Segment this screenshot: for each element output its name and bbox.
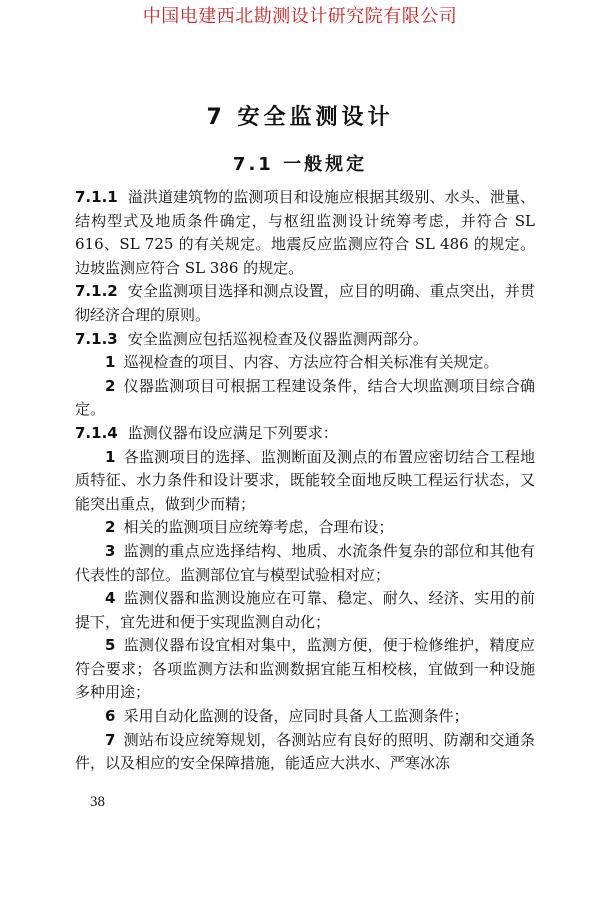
clause-text: 安全监测项目选择和测点设置，应目的明确、重点突出，并贯彻经济合理的原则。 xyxy=(75,282,535,324)
item-text: 监测仪器布设宜相对集中，监测方便，便于检修维护，精度应符合要求；各项监测方法和监测数据宜能互相校核，宜做到一种设施多种用途； xyxy=(75,636,535,702)
list-item xyxy=(75,634,535,705)
clause-7-1-4 xyxy=(75,422,535,446)
section-title: 7.1 一般规定 xyxy=(232,154,368,175)
item-text: 仪器监测项目可根据工程建设条件，结合大坝监测项目综合确定。 xyxy=(75,376,535,419)
list-item xyxy=(75,375,535,422)
item-text: 相关的监测项目应统筹考虑，合理布设； xyxy=(123,518,394,537)
item-number: 2 xyxy=(105,518,116,537)
item-number: 5 xyxy=(105,636,116,655)
clause-text: 监测仪器布设应满足下列要求： xyxy=(127,423,338,442)
clause-number: 7.1.3 xyxy=(75,329,118,348)
item-number: 1 xyxy=(105,447,116,466)
clause-number: 7.1.2 xyxy=(75,282,118,301)
publisher-watermark: 中国电建西北勘测设计研究院有限公司 xyxy=(142,6,458,27)
item-number: 3 xyxy=(105,541,116,560)
item-number: 1 xyxy=(105,353,116,372)
list-item xyxy=(75,587,535,634)
clause-number: 7.1.1 xyxy=(75,188,118,206)
item-number: 4 xyxy=(105,589,116,608)
item-text: 各监测项目的选择、监测断面及测点的布置应密切结合工程地质特征、水力条件和设计要求，既能较全面地反映工程运行状态，又能突出重点，做到少而精； xyxy=(75,447,535,513)
list-item xyxy=(75,705,535,729)
clause-7-1-3 xyxy=(75,328,535,352)
item-number: 2 xyxy=(105,376,116,395)
list-item xyxy=(75,351,535,375)
item-number: 6 xyxy=(105,707,116,726)
clause-text: 溢洪道建筑物的监测项目和设施应根据其级别、水头、泄量、结构型式及地质条件确定，与枢纽监测设计统筹考虑，并符合 SL 616、SL 725 的有关规定。地震反应监测应符合 SL 486 的规定。边坡监测应符合 SL 386 的规定。 xyxy=(75,188,535,277)
item-text: 巡视检查的项目、内容、方法应符合相关标准有关规定。 xyxy=(123,353,499,372)
body-text xyxy=(75,186,535,776)
list-item xyxy=(75,516,535,540)
list-item xyxy=(75,729,535,776)
item-text: 采用自动化监测的设备，应同时具备人工监测条件； xyxy=(123,707,469,726)
list-item xyxy=(75,540,535,587)
clause-7-1-2 xyxy=(75,280,535,327)
item-text: 测站布设应统筹规划，各测站应有良好的照明、防潮和交通条件，以及相应的安全保障措施，能适应大洪水、严寒冰冻 xyxy=(75,730,535,773)
item-list-7-1-3 xyxy=(75,351,535,422)
item-number: 7 xyxy=(105,730,116,749)
chapter-title: 7 安全监测设计 xyxy=(206,105,394,130)
clause-7-1-1 xyxy=(75,186,535,280)
clause-text: 安全监测应包括巡视检查及仪器监测两部分。 xyxy=(127,329,428,348)
item-list-7-1-4 xyxy=(75,446,535,776)
page-number: 38 xyxy=(90,794,105,810)
item-text: 监测的重点应选择结构、地质、水流条件复杂的部位和其他有代表性的部位。监测部位宜与模型试验相对应； xyxy=(75,541,535,584)
clause-number: 7.1.4 xyxy=(75,423,118,442)
item-text: 监测仪器和监测设施应在可靠、稳定、耐久、经济、实用的前提下，宜先进和便于实现监测自动化； xyxy=(75,589,535,631)
list-item xyxy=(75,446,535,517)
